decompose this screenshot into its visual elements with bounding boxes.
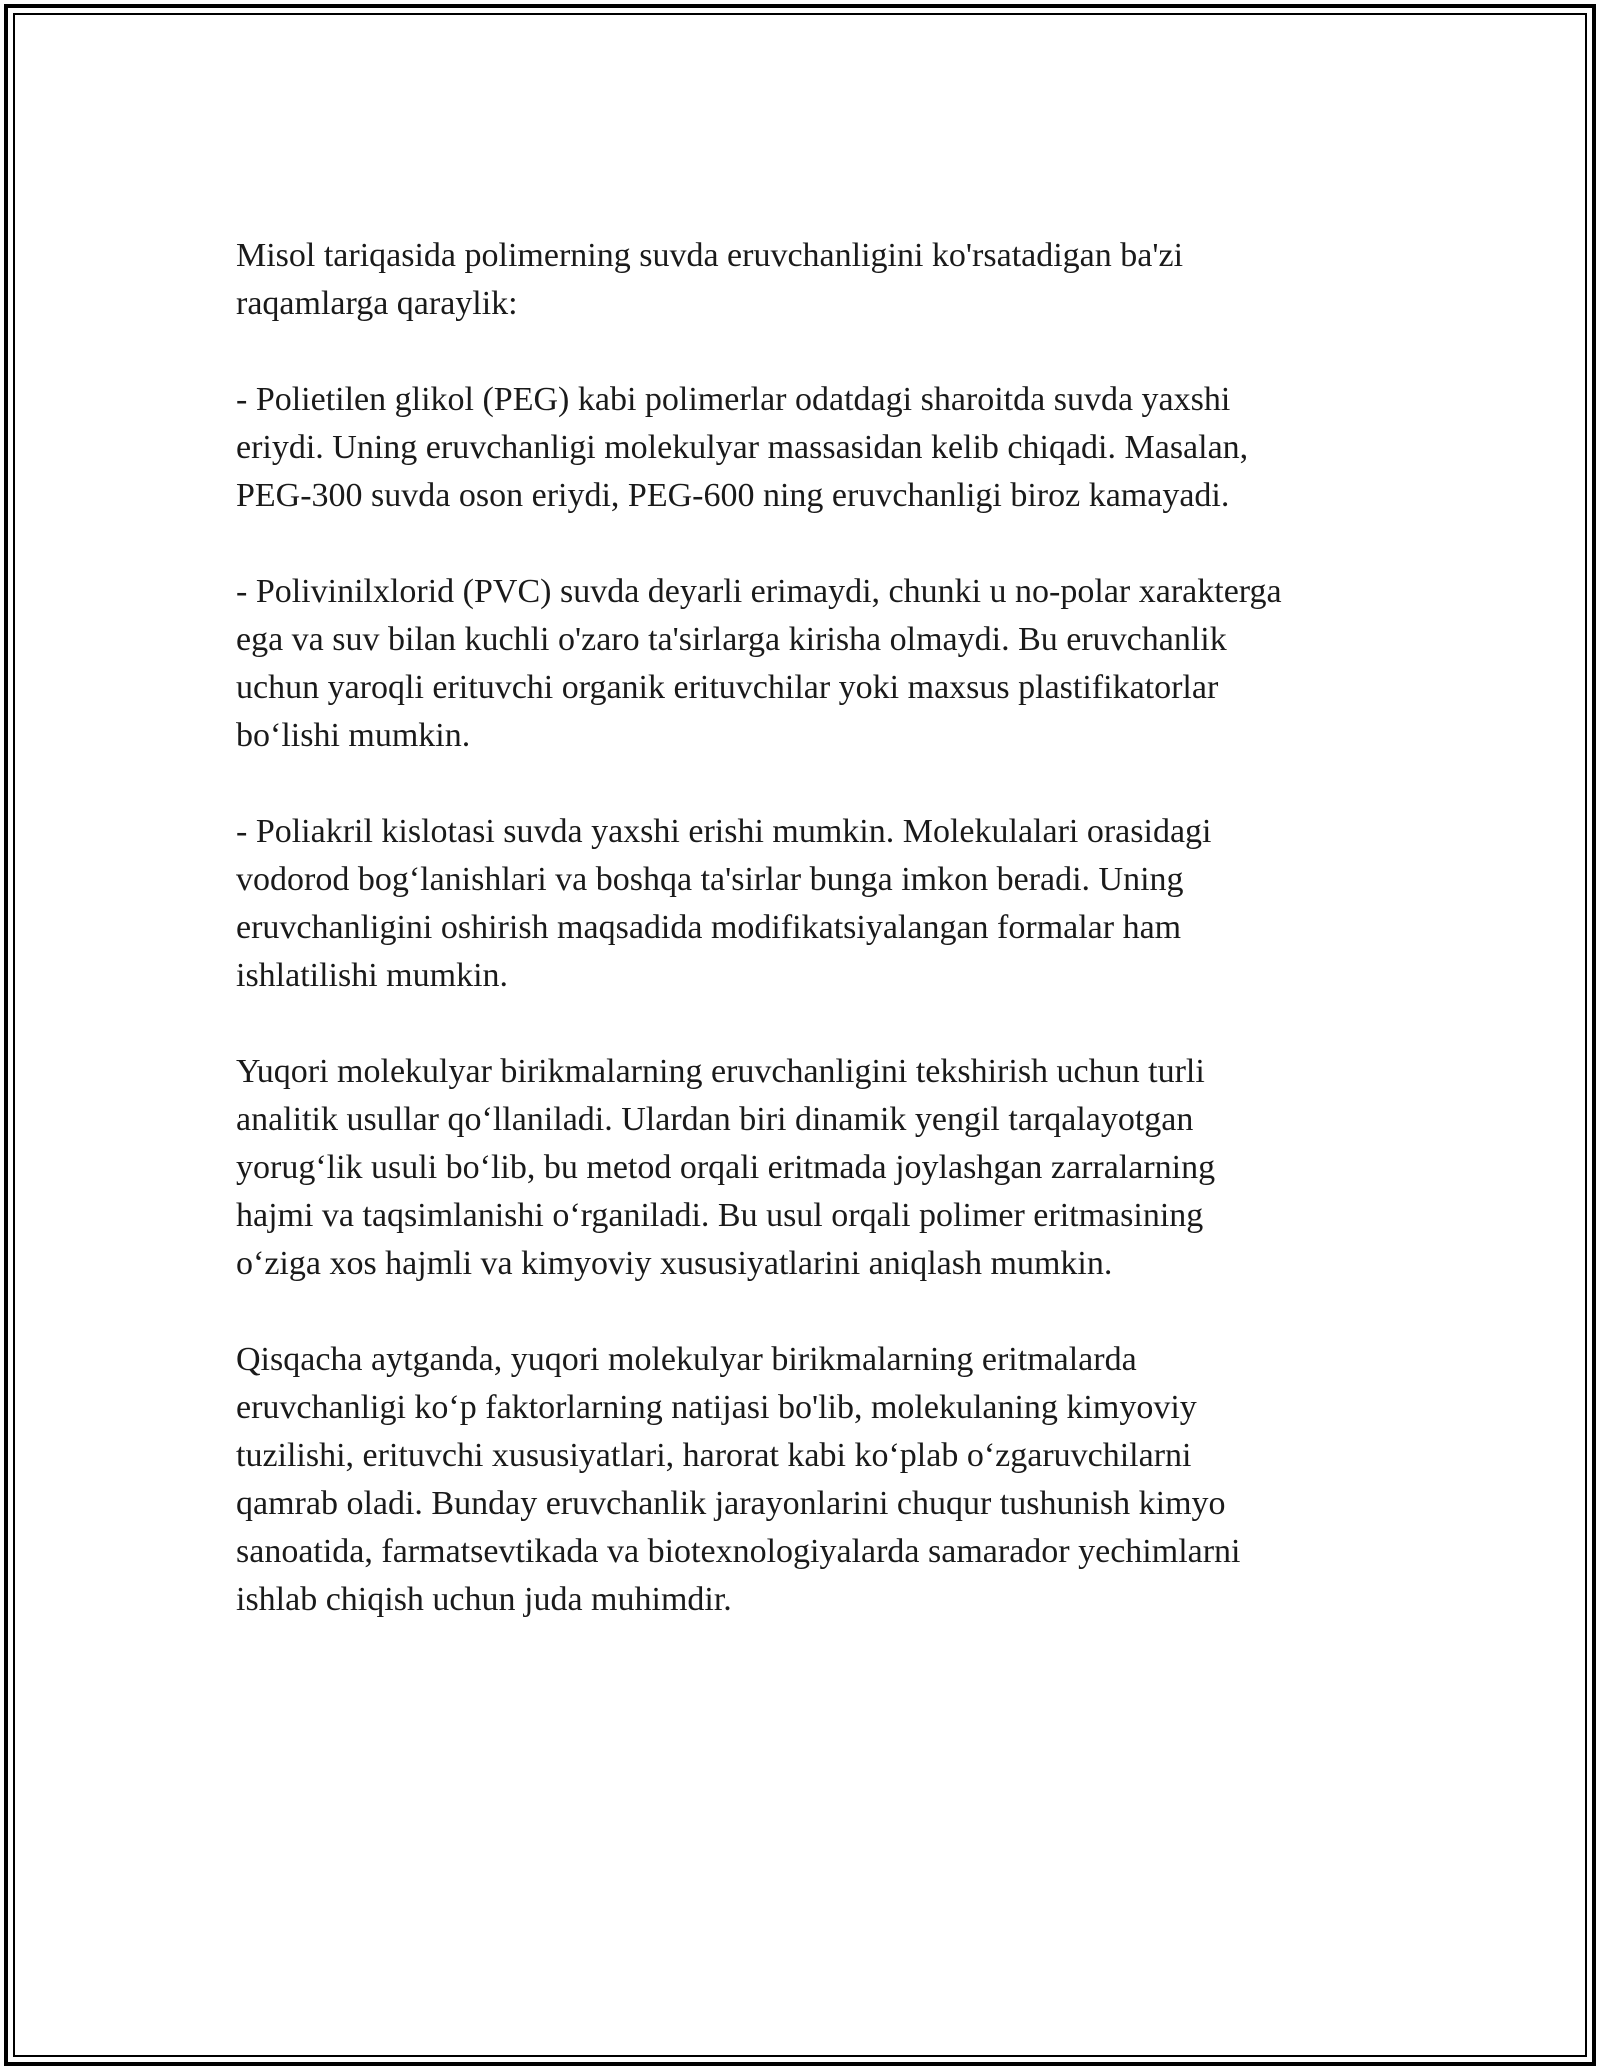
text-line: vodorod bog‘lanishlari va boshqa ta'sirlar bunga imkon beradi. Uning <box>236 861 1184 898</box>
paragraph-polyacrylic <box>236 808 1386 1000</box>
text-line: sanoatida, farmatsevtikada va biotexnologiyalarda samarador yechimlarni <box>236 1533 1241 1570</box>
paragraph-peg <box>236 376 1386 520</box>
text-line: - Polivinilxlorid (PVC) suvda deyarli erimaydi, chunki u no-polar xarakterga <box>236 573 1282 610</box>
text-line: - Poliakril kislotasi suvda yaxshi erishi mumkin. Molekulalari orasidagi <box>236 813 1212 850</box>
paragraph-conclusion <box>236 1336 1386 1624</box>
text-line: eruvchanligini oshirish maqsadida modifikatsiyalangan formalar ham <box>236 909 1182 946</box>
text-line: bo‘lishi mumkin. <box>236 717 471 754</box>
text-line: raqamlarga qaraylik: <box>236 285 518 322</box>
text-line: ishlatilishi mumkin. <box>236 957 509 994</box>
text-line: eriydi. Uning eruvchanligi molekulyar massasidan kelib chiqadi. Masalan, <box>236 429 1249 466</box>
paragraph-pvc <box>236 568 1386 760</box>
paragraph-analysis-methods <box>236 1048 1386 1288</box>
paragraph-intro <box>236 232 1386 328</box>
text-line: - Polietilen glikol (PEG) kabi polimerlar odatdagi sharoitda suvda yaxshi <box>236 381 1231 418</box>
text-line: ishlab chiqish uchun juda muhimdir. <box>236 1581 732 1618</box>
text-line: ega va suv bilan kuchli o'zaro ta'sirlarga kirisha olmaydi. Bu eruvchanlik <box>236 621 1227 658</box>
text-line: analitik usullar qo‘llaniladi. Ulardan biri dinamik yengil tarqalayotgan <box>236 1101 1194 1138</box>
text-line: yorug‘lik usuli bo‘lib, bu metod orqali eritmada joylashgan zarralarning <box>236 1149 1216 1186</box>
text-line: qamrab oladi. Bunday eruvchanlik jarayonlarini chuqur tushunish kimyo <box>236 1485 1226 1522</box>
text-line: o‘ziga xos hajmli va kimyoviy xususiyatlarini aniqlash mumkin. <box>236 1245 1113 1282</box>
text-line: hajmi va taqsimlanishi o‘rganiladi. Bu usul orqali polimer eritmasining <box>236 1197 1204 1234</box>
text-line: uchun yaroqli erituvchi organik erituvchilar yoki maxsus plastifikatorlar <box>236 669 1219 706</box>
text-line: eruvchanligi ko‘p faktorlarning natijasi bo'lib, molekulaning kimyoviy <box>236 1389 1197 1426</box>
text-line: tuzilishi, erituvchi xususiyatlari, harorat kabi ko‘plab o‘zgaruvchilarni <box>236 1437 1192 1474</box>
text-line: PEG-300 suvda oson eriydi, PEG-600 ning eruvchanligi biroz kamayadi. <box>236 477 1230 514</box>
text-line: Misol tariqasida polimerning suvda eruvchanligini ko'rsatadigan ba'zi <box>236 237 1184 274</box>
text-line: Qisqacha aytganda, yuqori molekulyar birikmalarning eritmalarda <box>236 1341 1137 1378</box>
document-body <box>236 232 1386 1672</box>
text-line: Yuqori molekulyar birikmalarning eruvchanligini tekshirish uchun turli <box>236 1053 1205 1090</box>
